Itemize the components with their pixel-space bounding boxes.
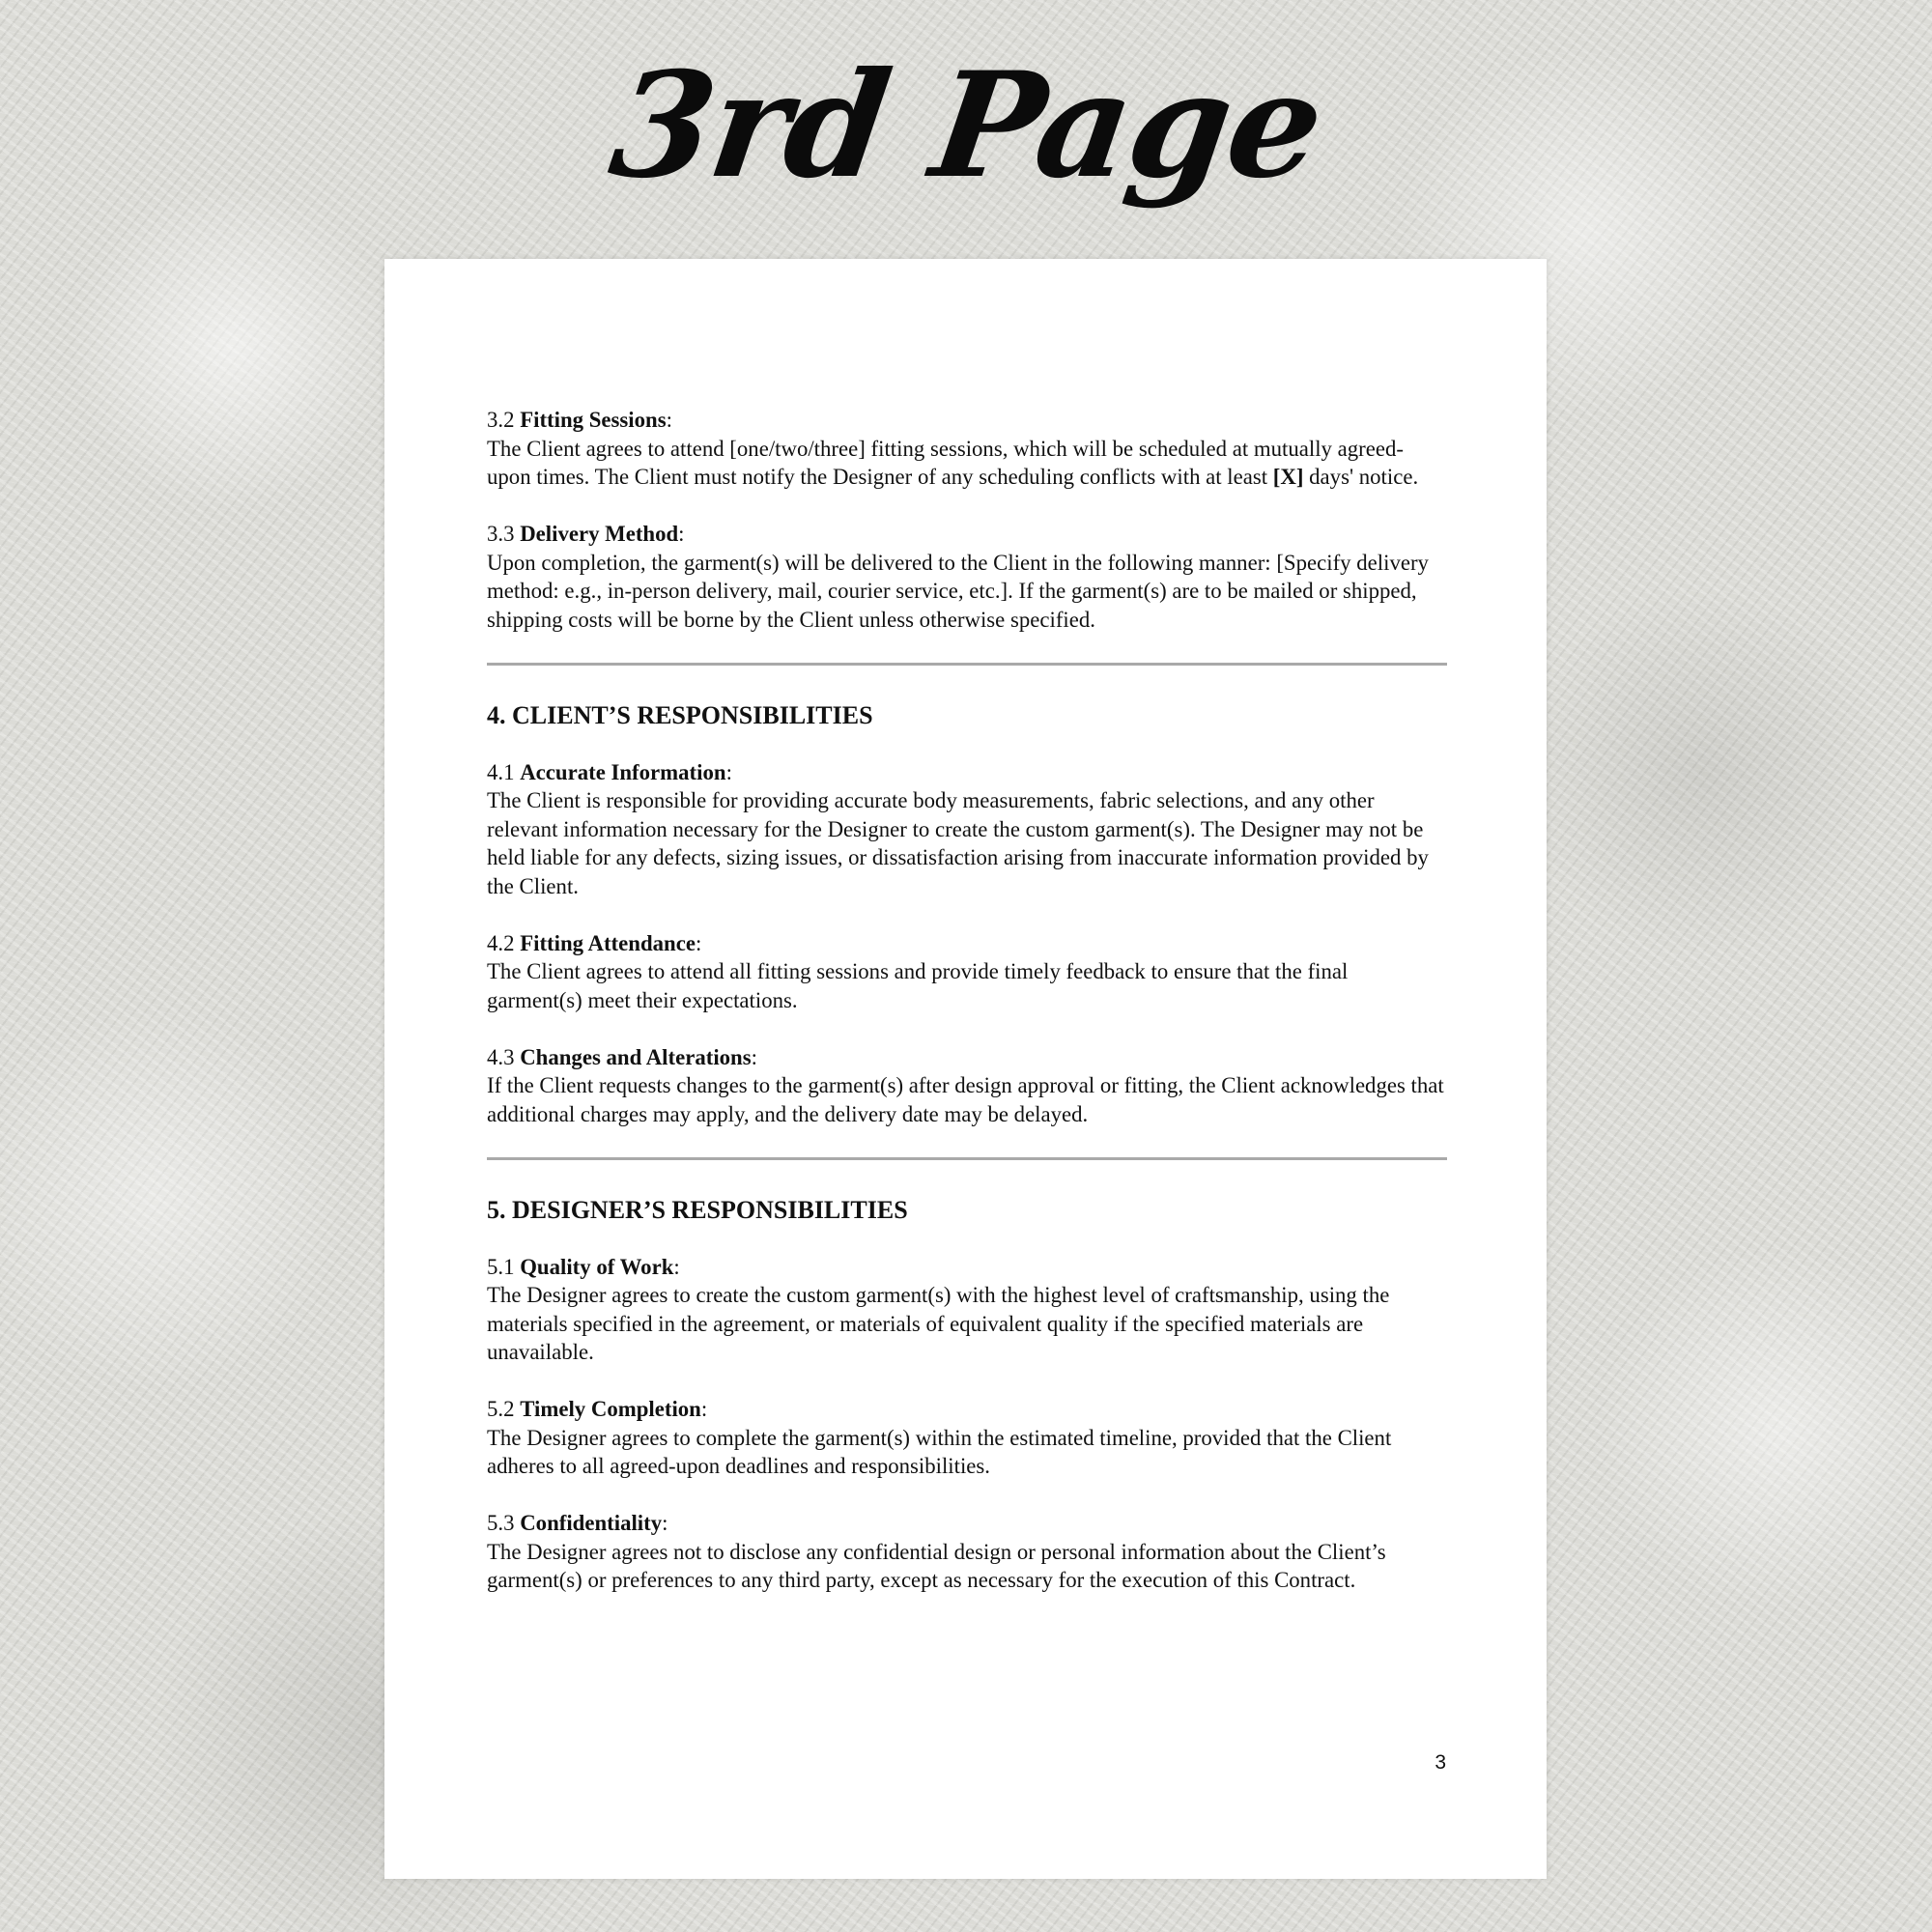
clause-text-part: days' notice. — [1303, 465, 1419, 489]
clause-label — [487, 406, 1447, 435]
clause-colon: : — [751, 1044, 757, 1069]
clause-title: Fitting Sessions — [520, 408, 667, 432]
clause-text: If the Client requests changes to the garment(s) after design approval or fitting, the Client acknowledges that additional charges may apply, and the delivery date may be delayed. — [487, 1073, 1444, 1126]
clause-colon: : — [725, 759, 732, 784]
clause-text — [487, 435, 1447, 492]
clause-number: 5.3 — [487, 1511, 515, 1535]
clause-text-part: The Client agrees to attend [one/two/three] fitting sessions, which will be scheduled at mutually agreed-upon times. The Client must notify the Designer of any scheduling conflicts with at least — [487, 436, 1404, 489]
clause-number: 5.2 — [487, 1397, 515, 1421]
clause-5-1 — [487, 1253, 1447, 1367]
clause-text: The Client is responsible for providing accurate body measurements, fabric selections, and any other relevant information necessary for the Designer to create the custom garment(s). The Designer may not be held liable for any defects, sizing issues, or dissatisfaction arising from inaccurate information provided by the Client. — [487, 788, 1429, 898]
clause-number: 3.3 — [487, 522, 515, 546]
clause-label — [487, 1395, 1447, 1424]
section-heading-designer: 5. DESIGNER’S RESPONSIBILITIES — [487, 1195, 908, 1224]
clause-title: Timely Completion — [520, 1397, 701, 1421]
clause-label — [487, 520, 1447, 549]
clause-text: The Designer agrees to create the custom garment(s) with the highest level of craftsmanship, using the materials specified in the agreement, or materials of equivalent quality if the specified materials are unavailable. — [487, 1283, 1390, 1364]
clause-title: Accurate Information — [520, 759, 726, 784]
clause-number: 4.1 — [487, 759, 515, 784]
clause-5-2 — [487, 1395, 1447, 1481]
clause-label — [487, 1509, 1447, 1538]
placeholder-days: [X] — [1272, 465, 1304, 489]
clause-title: Confidentiality — [520, 1511, 663, 1535]
clause-colon: : — [666, 408, 672, 432]
page-number: 3 — [1435, 1751, 1446, 1774]
clause-label — [487, 929, 1447, 958]
clause-label — [487, 1253, 1447, 1282]
clause-3-3 — [487, 520, 1447, 634]
section-divider — [487, 663, 1447, 666]
clause-colon: : — [700, 1397, 708, 1421]
clause-colon: : — [662, 1511, 668, 1535]
clause-4-3 — [487, 1043, 1447, 1129]
clause-colon: : — [673, 1254, 680, 1279]
clause-number: 3.2 — [487, 408, 515, 432]
clause-text: The Designer agrees to complete the garment(s) within the estimated timeline, provided that the Client adheres to all agreed-upon deadlines and responsibilities. — [487, 1425, 1392, 1478]
clause-title: Changes and Alterations — [520, 1044, 752, 1069]
clause-label — [487, 758, 1447, 787]
clause-title: Delivery Method — [520, 522, 679, 546]
banner-title: 3rd Page — [601, 41, 1331, 211]
clause-number: 5.1 — [487, 1254, 515, 1279]
clause-text: The Client agrees to attend all fitting sessions and provide timely feedback to ensure that the final garment(s) meet their expectations. — [487, 959, 1349, 1012]
clause-label — [487, 1043, 1447, 1072]
clause-colon: : — [695, 930, 702, 955]
page-banner — [0, 19, 1932, 251]
clause-text: The Designer agrees not to disclose any confidential design or personal information about the Client’s garment(s) or preferences to any third party, except as necessary for the execution of this Contract. — [487, 1539, 1386, 1592]
clause-5-3 — [487, 1509, 1447, 1595]
clause-text: Upon completion, the garment(s) will be delivered to the Client in the following manner: [Specify delivery method: e.g., in-person delivery, mail, courier service, etc.]. If the garment(s) are to be mailed or shipped, shipping costs will be borne by the Client unless otherwise specified. — [487, 550, 1429, 632]
section-heading-client: 4. CLIENT’S RESPONSIBILITIES — [487, 700, 873, 729]
clause-4-2 — [487, 929, 1447, 1015]
section-divider — [487, 1157, 1447, 1160]
clause-colon: : — [678, 522, 685, 546]
document-content — [487, 406, 1447, 1595]
clause-4-1 — [487, 758, 1447, 901]
clause-number: 4.2 — [487, 930, 515, 955]
clause-number: 4.3 — [487, 1044, 515, 1069]
clause-title: Fitting Attendance — [520, 930, 696, 955]
document-page — [384, 259, 1547, 1879]
clause-title: Quality of Work — [520, 1254, 674, 1279]
clause-3-2 — [487, 406, 1447, 492]
